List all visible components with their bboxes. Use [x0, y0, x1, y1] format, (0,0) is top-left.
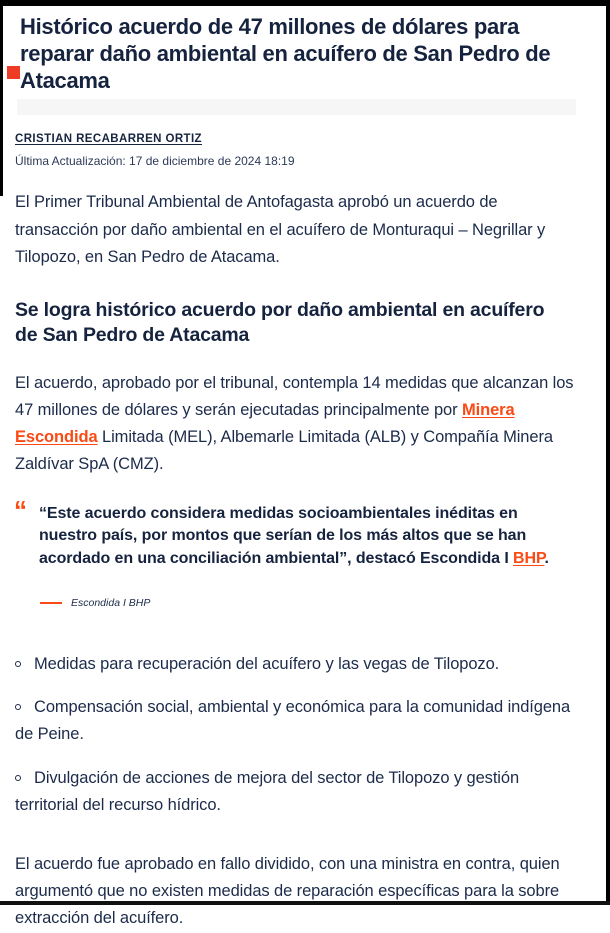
list-item	[15, 694, 578, 748]
list-item-text: Divulgación de acciones de mejora del sector de Tilopozo y gestión territorial del recurso hídrico.	[15, 768, 520, 814]
list-item-text: Compensación social, ambiental y económica para la comunidad indígena de Peine.	[15, 698, 571, 744]
minera-escondida-link[interactable]: Minera Escondida	[15, 401, 515, 447]
quote-block	[14, 494, 592, 609]
quote-attribution	[40, 597, 592, 609]
article-subheading: Se logra histórico acuerdo por daño ambiental en acuífero de San Pedro de Atacama	[15, 299, 545, 347]
measures-list	[15, 651, 578, 819]
quote-text-after: .	[544, 550, 549, 568]
lead-paragraph: El Primer Tribunal Ambiental de Antofagasta aprobó un acuerdo de transacción por daño ambiental en el acuífero de Monturaqui – Negrillar y Tilopozo, en San Pedro de Atacama.	[15, 193, 546, 266]
closing-paragraph: El acuerdo fue aprobado en fallo dividido, con una ministra en contra, quien argumentó que no existen medidas de reparación específicas para la sobre extracción del acuífero.	[15, 854, 560, 928]
attribution-dash-icon	[40, 602, 62, 604]
last-updated-text: Última Actualización: 17 de diciembre de 2024 18:19	[15, 154, 295, 169]
list-item	[15, 651, 578, 678]
list-item	[15, 765, 578, 819]
quotation-mark-icon: “	[14, 494, 27, 525]
quote-text	[39, 503, 559, 571]
article-title: Histórico acuerdo de 47 millones de dólares para reparar daño ambiental en acuífero de San Pedro de Atacama	[20, 14, 551, 93]
list-item-text: Medidas para recuperación del acuífero y las vegas de Tilopozo.	[34, 654, 500, 673]
share-toolbar-placeholder	[17, 99, 576, 115]
bhp-link[interactable]: BHP	[513, 550, 545, 568]
body-paragraph-text-after: Limitada (MEL), Albemarle Limitada (ALB) y Compañía Minera Zaldívar SpA (CMZ).	[15, 428, 553, 474]
quote-text-before: “Este acuerdo considera medidas socioambientales inéditas en nuestro país, por montos que serían de los más altos que se han acordado en una conciliación ambiental”, destacó Escondida I	[39, 504, 527, 568]
bullet-circle-icon	[15, 704, 21, 710]
body-paragraph-text-before: El acuerdo, aprobado por el tribunal, contempla 14 medidas que alcanzan los 47 millones de dólares y serán ejecutadas principalmente por	[15, 373, 574, 420]
bullet-circle-icon	[15, 661, 21, 667]
byline	[15, 129, 592, 168]
attribution-source: Escondida I BHP	[71, 596, 151, 609]
body-paragraph	[15, 370, 574, 479]
bullet-circle-icon	[15, 775, 21, 781]
author-link[interactable]: CRISTIAN RECABARREN ORTIZ	[15, 133, 202, 146]
